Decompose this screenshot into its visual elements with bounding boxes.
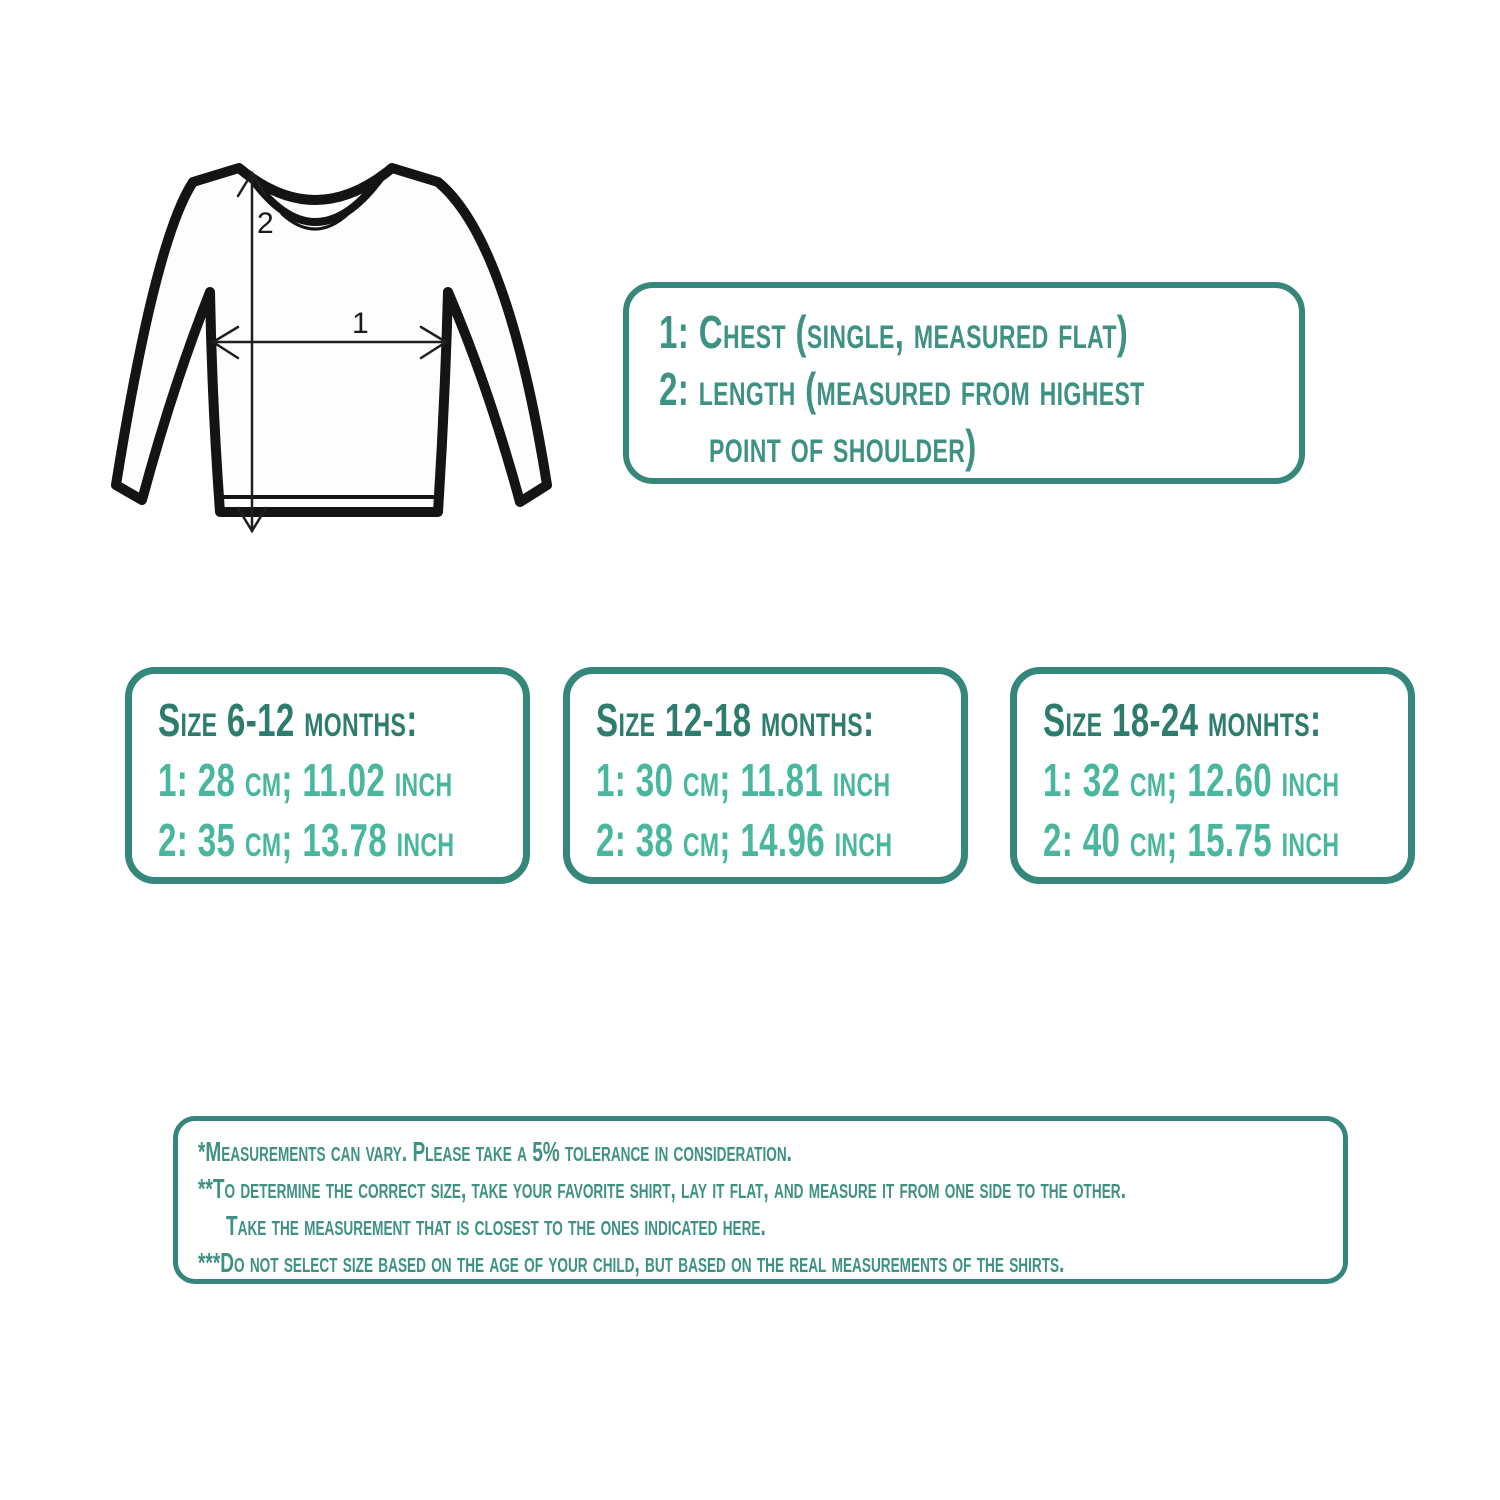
legend-line-chest: 1: Chest (single, measured flat) — [659, 306, 1129, 358]
footnotes-box — [173, 1116, 1348, 1284]
size-length-value: 2: 38 cm; 14.96 inch — [596, 814, 893, 866]
size-length-value: 2: 35 cm; 13.78 inch — [158, 814, 455, 866]
footnote-age-warning: ***Do not select size based on the age of your child, but based on the real measurements of the shirts. — [198, 1247, 1065, 1278]
shirt-diagram — [100, 140, 580, 560]
size-length-value: 2: 40 cm; 15.75 inch — [1043, 814, 1340, 866]
size-title: Size 6-12 months: — [158, 694, 418, 746]
legend-box — [623, 282, 1305, 484]
size-chest-value: 1: 28 cm; 11.02 inch — [158, 754, 453, 806]
length-arrow-label: 2 — [257, 207, 274, 240]
size-title: Size 18-24 monhts: — [1043, 694, 1322, 746]
footnote-how-to-measure: **To determine the correct size, take your favorite shirt, lay it flat, and measure it from one side to the other. — [198, 1173, 1126, 1204]
size-box-6-12-months — [125, 667, 530, 884]
footnote-tolerance: *Measurements can vary. Please take a 5% tolerance in consideration. — [198, 1136, 792, 1167]
chest-arrow-label: 1 — [352, 307, 369, 340]
size-chest-value: 1: 30 cm; 11.81 inch — [596, 754, 891, 806]
footnote-how-to-measure-wrap: Take the measurement that is closest to the ones indicated here. — [226, 1210, 766, 1241]
size-chest-value: 1: 32 cm; 12.60 inch — [1043, 754, 1340, 806]
size-box-18-24-months — [1010, 667, 1415, 884]
legend-line-length: 2: length (measured from highest — [659, 363, 1145, 415]
size-box-12-18-months — [563, 667, 968, 884]
size-title: Size 12-18 months: — [596, 694, 875, 746]
legend-line-length-wrap: point of shoulder) — [709, 420, 977, 472]
